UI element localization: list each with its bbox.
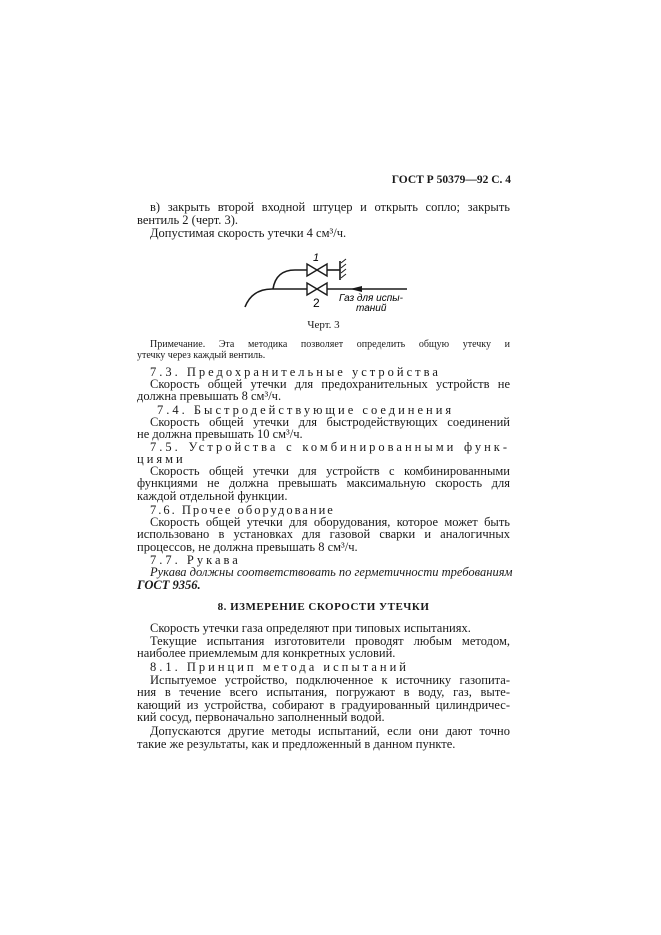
gas-label: Газ для испы- bbox=[339, 293, 403, 304]
text-line: должна превышать 8 см³/ч. bbox=[137, 389, 282, 403]
note-line: утечку через каждый вентиль. bbox=[137, 350, 266, 361]
text-line: ния в течение всего испытания, погружают в воду, газ, выте- bbox=[137, 685, 510, 699]
text-line: процессов, не должна превышать 8 см³/ч. bbox=[137, 540, 358, 554]
valve-diagram bbox=[230, 250, 430, 325]
section-title: 7.7. Рукава bbox=[150, 553, 241, 567]
text-line: Допустимая скорость утечки 4 см³/ч. bbox=[150, 226, 347, 240]
valve-1-label: 1 bbox=[313, 252, 320, 264]
section-title: циями bbox=[137, 452, 186, 466]
page-header: ГОСТ Р 50379—92 С. 4 bbox=[391, 174, 511, 186]
text-line: использовано в установках для газовой сварки и аналогичных bbox=[137, 527, 510, 541]
text-line: каждой отдельной функции. bbox=[137, 489, 288, 503]
section-title: 7.5. Устройства с комбинированными функ- bbox=[150, 440, 510, 454]
text-line: ГОСТ 9356. bbox=[137, 578, 201, 592]
text-line: Скорость общей утечки для оборудования, которое может быть bbox=[150, 515, 510, 529]
text-line: кий сосуд, первоначально заполненный водой. bbox=[137, 710, 385, 724]
text-line: Скорость общей утечки для устройств с комбинированными bbox=[150, 464, 510, 478]
text-line: такие же результаты, как и предложенный в данном пункте. bbox=[137, 737, 456, 751]
text-line: наиболее приемлемым для конкретных условий. bbox=[137, 646, 396, 660]
section-title: 7.6. Прочее оборудование bbox=[150, 503, 335, 517]
text-line: Скорость общей утечки для быстродействующих соединений bbox=[150, 415, 510, 429]
gas-label: таний bbox=[356, 303, 387, 314]
text-line: Допускаются другие методы испытаний, если они дают точно bbox=[150, 724, 510, 738]
text-line: функциями не должна превышать максимальную скорость для bbox=[137, 476, 510, 490]
valve-1-icon bbox=[307, 264, 327, 276]
text-line: Текущие испытания изготовители проводят любым методом, bbox=[150, 634, 510, 648]
section-heading: 8. ИЗМЕРЕНИЕ СКОРОСТИ УТЕЧКИ bbox=[217, 601, 430, 613]
note-line: Примечание. Эта методика позволяет определить общую утечку и bbox=[150, 339, 510, 350]
section-title: 7.4. Быстродействующие соединения bbox=[157, 403, 455, 417]
text-line: не должна превышать 10 см³/ч. bbox=[137, 427, 303, 441]
arrow-left-icon bbox=[350, 286, 362, 292]
text-line: Скорость общей утечки для предохранительных устройств не bbox=[150, 377, 510, 391]
text-line: Скорость утечки газа определяют при типовых испытаниях. bbox=[150, 621, 471, 635]
valve-2-label: 2 bbox=[313, 296, 320, 310]
text-line: в) закрыть второй входной штуцер и открыть сопло; закрыть bbox=[150, 200, 510, 214]
text-line: Рукава должны соответствовать по герметичности требованиям bbox=[150, 565, 513, 579]
text-line: Испытуемое устройство, подключенное к источнику газопита- bbox=[150, 673, 510, 687]
figure-caption: Черт. 3 bbox=[307, 319, 340, 331]
text-line: вентиль 2 (черт. 3). bbox=[137, 213, 239, 227]
section-title: 7.3. Предохранительные устройства bbox=[150, 365, 441, 379]
text-line: кающий из устройства, собирают в градуированный цилиндричес- bbox=[137, 698, 510, 712]
section-title: 8.1. Принцип метода испытаний bbox=[150, 660, 409, 674]
valve-2-icon bbox=[307, 283, 327, 295]
